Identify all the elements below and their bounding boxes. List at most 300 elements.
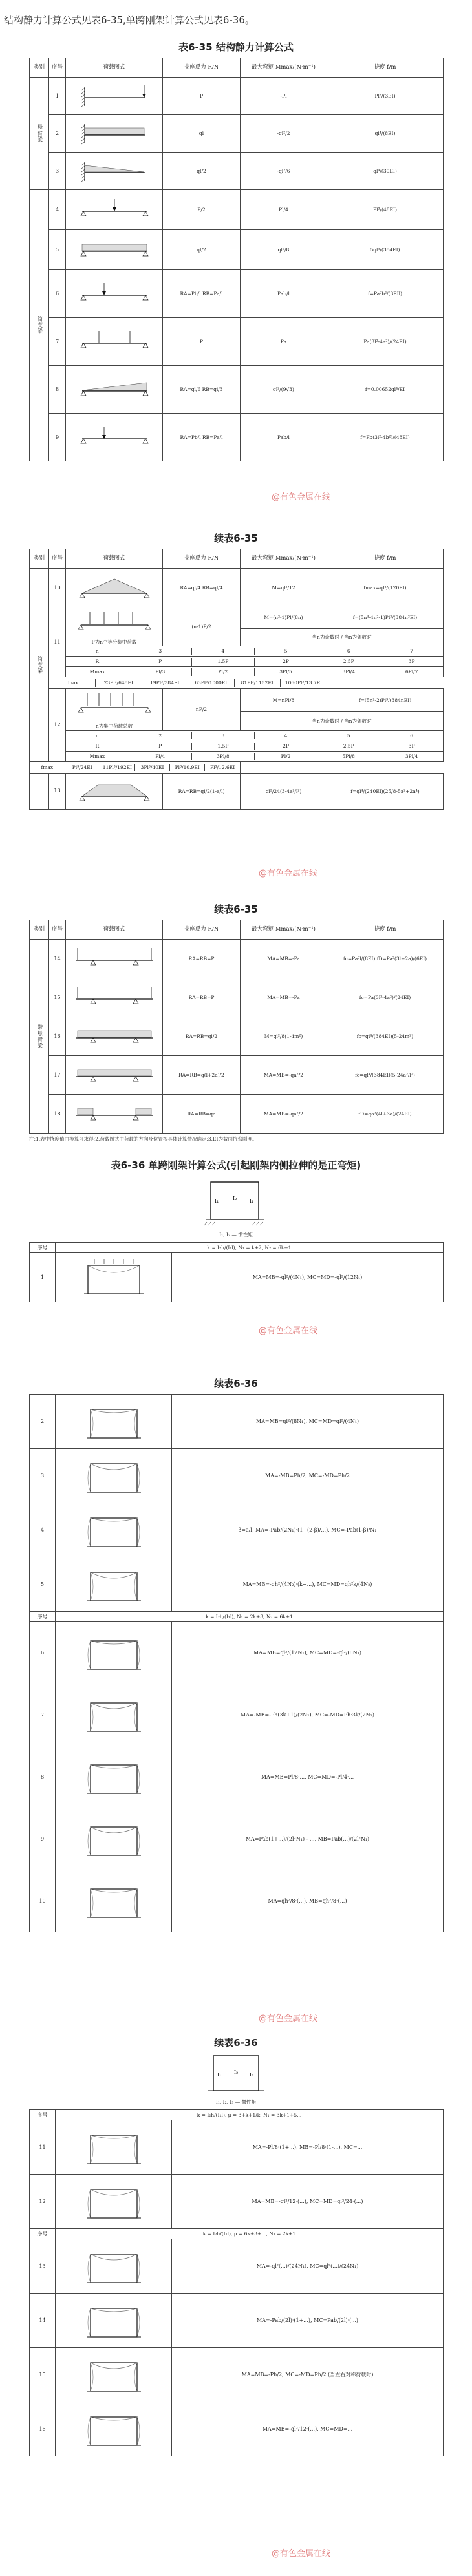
table-row	[30, 569, 444, 607]
overhang-beam-diagram	[72, 1023, 156, 1050]
table-row	[30, 1095, 444, 1134]
formula-cell: MA=qh²/8·(...), MB=qh²/8·(...)	[172, 1870, 444, 1932]
deflection-cell: f=ql⁴/(240EI)(25/8-5a²+2a⁴)	[327, 773, 444, 809]
table-row	[30, 2239, 444, 2294]
grid-label: Mmax	[89, 669, 105, 675]
load-diagram-cell	[66, 773, 163, 809]
beam-diagram	[76, 424, 153, 451]
table-6-35-cont1	[29, 549, 444, 774]
grid-value: 3Pl/4	[317, 668, 380, 675]
table-row	[30, 689, 444, 712]
grid-value: 3	[191, 732, 254, 739]
reaction-cell: RA=RB=qa	[163, 1095, 241, 1134]
grid-value: Pl/2	[254, 753, 317, 760]
frame-diagram-cell	[56, 1808, 172, 1870]
load-diagram-cell	[66, 78, 163, 115]
beam-diagram	[76, 158, 153, 185]
formula-cell: MA=-Pl/8·(1+...), MB=-Pl/8·(1-...), MC=...	[172, 2120, 444, 2175]
deflection-cell: fc=ql⁴/(384EI)(5-24a²/l²)	[327, 1056, 444, 1095]
beam-diagram	[76, 376, 153, 403]
grid-value: P	[129, 743, 191, 750]
header-category: 类别	[30, 58, 49, 78]
reaction-cell: P	[163, 78, 241, 115]
frame-diagram-cell	[56, 1684, 172, 1746]
row-no: 9	[49, 414, 66, 461]
table-row	[30, 1503, 444, 1557]
formula-cell: MA=MB=-ql²/12·(...), MC=MD=ql²/24·(...)	[172, 2175, 444, 2229]
formula-cell: MA=MB=ql²/(12N₁), MC=MD=-ql²/(6N₁)	[172, 1622, 444, 1684]
frame-diagram	[62, 2352, 166, 2398]
frame-diagram	[62, 2179, 166, 2224]
load-diagram-cell	[66, 1017, 163, 1056]
reaction-cell: ql/2	[163, 230, 241, 270]
header-category: 类别	[30, 549, 49, 569]
row-no: 16	[49, 1017, 66, 1056]
category-cell: 简支梁	[30, 569, 49, 762]
table-row	[30, 2120, 444, 2175]
formula-cell: MA=-ql²(...)/(24N₁), MC=ql²(...)/(24N₁)	[172, 2239, 444, 2294]
deflection-cell: f=(5n²-2)Pl³/(384nEI)	[327, 689, 444, 712]
load-diagram-cell	[66, 366, 163, 414]
frame-diagram-cell	[56, 1253, 172, 1302]
moment-cell: MA=MB=-Pa	[241, 940, 327, 978]
frame-diagram	[62, 1693, 166, 1738]
frame-diagram	[62, 2125, 166, 2170]
trapezoid-load-diagram	[76, 778, 153, 804]
grid-value: Pl/2	[191, 668, 254, 675]
header-no: 序号	[30, 2229, 56, 2239]
watermark: @有色金属在线	[259, 1326, 318, 1336]
table-row	[30, 607, 444, 629]
schematic-caption: I₁, I₂, I₃ — 惯性矩	[215, 2099, 257, 2105]
table-row	[30, 940, 444, 978]
row-no: 9	[30, 1808, 56, 1870]
grid-cell	[66, 741, 444, 751]
category-cell: 简支梁	[30, 190, 49, 461]
load-diagram-cell	[66, 689, 163, 730]
frame-diagram-cell	[56, 2175, 172, 2229]
load-diagram-cell	[66, 190, 163, 230]
f-row	[30, 761, 444, 773]
header-max-moment: 最大弯矩 Mmax/(N·m⁻¹)	[241, 58, 327, 78]
grid-value: 1.5P	[191, 658, 254, 665]
grid-value: 6	[317, 648, 380, 655]
deflection-cell: fc=Pa²l/(8EI) fD=Pa²(3l+2a)/(6EI)	[327, 940, 444, 978]
overhang-beam-diagram	[72, 1101, 156, 1128]
grid-value: 5	[254, 648, 317, 655]
moment-cell: Pa	[241, 318, 327, 366]
reaction-cell: P	[163, 318, 241, 366]
frame-schematic	[0, 1172, 472, 1231]
frame-diagram-cell	[56, 1503, 172, 1557]
grid-value: 2P	[254, 743, 317, 750]
row-no: 13	[30, 2239, 56, 2294]
load-diagram-cell	[66, 978, 163, 1017]
moment-cell: M=nPl/8	[241, 689, 327, 712]
k-factor-row: k = I₂h/(I₁l), μ = 6k+3+..., N₁ = 2k+1	[56, 2229, 444, 2239]
reaction-cell: RA=RB=P	[163, 940, 241, 978]
triangle-load-diagram	[76, 574, 153, 602]
header-no: 序号	[30, 2110, 56, 2120]
frame-diagram	[62, 1453, 166, 1499]
frame-diagram-cell	[56, 1449, 172, 1503]
row-no: 17	[49, 1056, 66, 1095]
table-6-36-cont2	[29, 2109, 444, 2456]
case-caption: 当n为奇数时 / 当n为偶数时	[241, 712, 444, 731]
row-no: 2	[30, 1395, 56, 1449]
frame-diagram	[62, 1879, 166, 1924]
reaction-cell: RA=RB=q(l+2a)/2	[163, 1056, 241, 1095]
table-row	[30, 1622, 444, 1684]
table-row	[30, 1395, 444, 1449]
header-reaction: 支座反力 R/N	[163, 549, 241, 569]
load-diagram-cell	[66, 569, 163, 607]
grid-value: 1060Pl³/13.7EI	[281, 679, 327, 686]
moment-cell: -ql²/2	[241, 115, 327, 153]
table-row	[30, 1612, 444, 1622]
header-reaction: 支座反力 R/N	[163, 58, 241, 78]
grid-label: Mmax	[89, 753, 105, 759]
grid-cell	[66, 751, 444, 761]
grid-cell	[66, 667, 444, 677]
schematic-caption: I₁, I₂ — 惯性矩	[219, 1232, 253, 1238]
table-6-35	[29, 58, 444, 461]
moment-cell: M=ql²/8(1-4m²)	[241, 1017, 327, 1056]
grid-cell	[49, 677, 327, 689]
load-note: n为集中荷载总数	[95, 723, 133, 730]
frame-diagram-cell	[56, 1557, 172, 1612]
r-row	[30, 741, 444, 751]
row-no: 15	[30, 2348, 56, 2402]
grid-value: 3Pl/4	[380, 753, 443, 760]
header-deflection: 挠度 f/m	[327, 549, 444, 569]
frame-diagram-cell	[56, 2239, 172, 2294]
deflection-cell: Pl³/(48EI)	[327, 190, 444, 230]
grid-value: 11Pl³/192EI	[100, 764, 134, 771]
row-no: 8	[49, 366, 66, 414]
frame-diagram	[62, 1562, 166, 1607]
load-note: P为n个等分集中荷载	[91, 639, 137, 645]
grid-value: Pl³/24EI	[65, 764, 100, 771]
watermark: @有色金属在线	[259, 869, 318, 878]
header-no: 序号	[49, 920, 66, 940]
deflection-cell: Pl³/(3EI)	[327, 78, 444, 115]
moment-cell: M=ql²/12	[241, 569, 327, 607]
header-deflection: 挠度 f/m	[327, 58, 444, 78]
deflection-cell: fc=ql⁴/(384EI)(5-24m²)	[327, 1017, 444, 1056]
moment-cell: ql²/24(3-4a²/l²)	[241, 773, 327, 809]
load-diagram-cell	[66, 153, 163, 190]
watermark: @有色金属在线	[272, 2549, 331, 2559]
table-6-35-cont2-block	[0, 902, 472, 1143]
case-caption: 当n为奇数时 / 当n为偶数时	[241, 628, 444, 646]
header-max-moment: 最大弯矩 Mmax/(N·m⁻¹)	[241, 920, 327, 940]
grid-label: fmax	[41, 764, 54, 770]
frame-diagram	[62, 2407, 166, 2452]
header-load-diagram: 荷载图式	[66, 920, 163, 940]
header-no: 序号	[30, 1243, 56, 1253]
row-no: 14	[30, 2294, 56, 2348]
table-row	[30, 1243, 444, 1253]
grid-value: 81Pl³/1152EI	[234, 679, 281, 686]
grid-value: 3	[129, 648, 191, 655]
grid-value: Pl³/10.9EI	[170, 764, 205, 771]
header-load-diagram: 荷载图式	[66, 549, 163, 569]
table-row	[30, 270, 444, 318]
svg-text:I₂: I₂	[232, 1196, 237, 1201]
deflection-cell: fc=Pa(3l²-4a²)/(24EI)	[327, 978, 444, 1017]
load-diagram-cell	[66, 414, 163, 461]
table-row	[30, 1870, 444, 1932]
moment-cell: ql²/(9√3)	[241, 366, 327, 414]
frame-diagram	[62, 1755, 166, 1800]
table-6-35-cont1-tail	[29, 773, 444, 810]
deflection-cell: ql⁴/(8EI)	[327, 115, 444, 153]
n-row	[30, 646, 444, 657]
formula-cell: MA=Pab(1+...)/(2l²N₁) - ..., MB=Pab(...)/(2l²N₁)	[172, 1808, 444, 1870]
k-factor-row: k = I₂h/(I₁l), μ = 3+k+1/k, N₁ = 3k+1+5...	[56, 2110, 444, 2120]
f-row	[30, 677, 444, 689]
reaction-cell: RA=ql/6 RB=ql/3	[163, 366, 241, 414]
reaction-cell: RA=RB=ql/2(1-a/l)	[163, 773, 241, 809]
beam-diagram	[76, 120, 153, 147]
reaction-cell: RA=RB=P	[163, 978, 241, 1017]
grid-label: n	[95, 648, 99, 655]
row-no: 12	[30, 2175, 56, 2229]
header-deflection: 挠度 f/m	[327, 920, 444, 940]
row-no: 1	[49, 78, 66, 115]
row-no: 10	[49, 569, 66, 607]
header-no: 序号	[49, 58, 66, 78]
table-title: 续表6-35	[214, 533, 258, 544]
row-no: 10	[30, 1870, 56, 1932]
deflection-cell: f=Pb(3l²-4b²)/(48EI)	[327, 414, 444, 461]
table-row	[30, 773, 444, 809]
header-category: 类别	[30, 920, 49, 940]
svg-text:I₃: I₃	[250, 2072, 254, 2078]
table-row	[30, 978, 444, 1017]
grid-value: 19Pl³/384EI	[142, 679, 188, 686]
frame-diagram	[62, 1817, 166, 1862]
m-row	[30, 667, 444, 677]
formula-cell: MA=MB=-qh²/(4N₂)·(k+...), MC=MD=qh²k/(4N₂)	[172, 1557, 444, 1612]
frame-diagram-cell	[56, 1395, 172, 1449]
moment-cell: MA=MB=-Pa	[241, 978, 327, 1017]
table-row	[30, 2402, 444, 2456]
table-row	[30, 190, 444, 230]
formula-cell: MA=MB=Pl/8·..., MC=MD=-Pl/4·...	[172, 1746, 444, 1808]
moment-cell: ql²/8	[241, 230, 327, 270]
formula-cell: MA=MB=-Ph/2, MC=-MD=Ph/2 (当左右对称荷载时)	[172, 2348, 444, 2402]
formula-cell: MA=MB=ql²/(8N₁), MC=MD=ql²/(4N₁)	[172, 1395, 444, 1449]
grid-label: R	[95, 743, 100, 749]
grid-value: 4	[254, 732, 317, 739]
table-6-35-block	[0, 40, 472, 461]
table-6-36-cont2-block	[0, 2036, 472, 2456]
load-diagram-cell	[66, 318, 163, 366]
frame-diagram-cell	[56, 2348, 172, 2402]
table-6-36	[29, 1242, 444, 1302]
reaction-cell: ql/2	[163, 153, 241, 190]
row-no: 13	[49, 773, 66, 809]
moment-cell: Pl/4	[241, 190, 327, 230]
table-row	[30, 78, 444, 115]
formula-cell: MA=MB=-ql²/(4N₁), MC=MD=-ql²/(12N₁)	[172, 1253, 444, 1302]
formula-cell: MA=-MB=-Ph(3k+1)/(2N₂), MC=-MD=Ph·3k/(2N₂)	[172, 1684, 444, 1746]
row-no: 7	[30, 1684, 56, 1746]
beam-diagram	[76, 280, 153, 308]
overhang-beam-diagram	[72, 945, 156, 973]
frame-schematic	[0, 2049, 472, 2098]
grid-value: 23Pl³/648EI	[96, 679, 142, 686]
formula-cell: MA=MB=-ql²/12·(...), MC=MD=...	[172, 2402, 444, 2456]
table-row	[30, 414, 444, 461]
grid-value: 3Pl³/40EI	[134, 764, 169, 771]
table-row	[30, 2348, 444, 2402]
frame-diagram	[62, 2244, 166, 2289]
grid-value: 6	[380, 732, 443, 739]
row-no: 12	[49, 689, 66, 761]
grid-value: 4	[191, 648, 254, 655]
table-row	[30, 1056, 444, 1095]
watermark: @有色金属在线	[272, 492, 331, 502]
deflection-cell: ql⁴/(30EI)	[327, 153, 444, 190]
moment-cell: -Pl	[241, 78, 327, 115]
table-title: 续表6-36	[214, 1378, 258, 1389]
grid-value: Pl/4	[129, 753, 191, 760]
row-no: 15	[49, 978, 66, 1017]
svg-text:I₁: I₁	[250, 1198, 254, 1204]
grid-value: 3P	[380, 658, 443, 665]
svg-text:I₂: I₂	[233, 2069, 239, 2075]
table-row	[30, 1253, 444, 1302]
grid-cell	[66, 730, 444, 741]
header-reaction: 支座反力 R/N	[163, 920, 241, 940]
grid-value: P	[129, 658, 191, 665]
table-row	[30, 2175, 444, 2229]
grid-value: 2.5P	[317, 743, 380, 750]
grid-label: fmax	[66, 680, 78, 686]
table-row	[30, 115, 444, 153]
header-no: 序号	[30, 1612, 56, 1622]
row-no: 4	[49, 190, 66, 230]
grid-value: 1.5P	[191, 743, 254, 750]
moment-cell: M=(n²-1)Pl/(8n)	[241, 607, 327, 629]
table-row	[30, 153, 444, 190]
table-6-36-block	[0, 1158, 472, 1302]
multi-point-loads-diagram	[76, 690, 153, 723]
load-diagram-cell	[66, 607, 163, 646]
row-no: 6	[49, 270, 66, 318]
table-6-35-cont2	[29, 920, 444, 1134]
svg-text:I₁: I₁	[217, 2072, 222, 2078]
row-no: 14	[49, 940, 66, 978]
deflection-cell: Pa(3l²-4a²)/(24EI)	[327, 318, 444, 366]
reaction-cell: (n-1)P/2	[163, 607, 241, 646]
grid-value: 7	[380, 648, 443, 655]
load-diagram-cell	[66, 1056, 163, 1095]
k-factor-row: k = I₂h/(I₁l), N₁ = k+2, N₂ = 6k+1	[56, 1243, 444, 1253]
grid-label: n	[95, 732, 99, 739]
beam-diagram	[76, 237, 153, 264]
grid-value: 5Pl/8	[317, 753, 380, 760]
table-row	[30, 1449, 444, 1503]
beam-diagram	[76, 328, 153, 355]
row-no: 6	[30, 1622, 56, 1684]
deflection-cell: f=Pa²b²/(3EIl)	[327, 270, 444, 318]
table-row	[30, 1746, 444, 1808]
reaction-cell: RA=Pb/l RB=Pa/l	[163, 414, 241, 461]
header-no: 序号	[49, 549, 66, 569]
grid-value: 3Pl/5	[254, 668, 317, 675]
row-no: 8	[30, 1746, 56, 1808]
r-row	[30, 657, 444, 667]
row-no: 1	[30, 1253, 56, 1302]
table-6-36-cont1-block	[0, 1377, 472, 1932]
category-cell: 悬臂梁	[30, 78, 49, 190]
row-no: 2	[49, 115, 66, 153]
overhang-beam-diagram	[72, 1062, 156, 1089]
row-no: 5	[49, 230, 66, 270]
row-no: 4	[30, 1503, 56, 1557]
frame-diagram	[62, 1508, 166, 1553]
frame-diagram-cell	[56, 2402, 172, 2456]
table-row	[30, 2110, 444, 2120]
table-row	[30, 1808, 444, 1870]
load-diagram-cell	[66, 1095, 163, 1134]
row-no: 11	[30, 2120, 56, 2175]
grid-value: 63Pl³/1000EI	[188, 679, 235, 686]
grid-cell	[30, 761, 241, 773]
formula-cell: β=a/l, MA=-Pab/(2N₁)·(1+(2-β)/...), MC=-Pab(1-β)/N₁	[172, 1503, 444, 1557]
grid-value: 2	[129, 732, 191, 739]
overhang-beam-diagram	[72, 984, 156, 1011]
table-row	[30, 366, 444, 414]
frame-diagram	[62, 1631, 166, 1676]
reaction-cell: nP/2	[163, 689, 241, 730]
reaction-cell: ql	[163, 115, 241, 153]
frame-diagram-cell	[56, 2294, 172, 2348]
table-row	[30, 230, 444, 270]
table-6-36-cont1	[29, 1394, 444, 1932]
table-row	[30, 1017, 444, 1056]
reaction-cell: RA=RB=ql/2	[163, 1017, 241, 1056]
grid-value: 5	[317, 732, 380, 739]
table-title: 表6-35 结构静力计算公式	[178, 41, 294, 53]
load-diagram-cell	[66, 230, 163, 270]
row-no: 11	[49, 607, 66, 677]
deflection-cell: f=(5n⁴-4n²-1)Pl³/(384n³EI)	[327, 607, 444, 629]
uniform-point-loads-diagram	[76, 608, 153, 639]
table-title: 续表6-35	[214, 903, 258, 915]
n-row	[30, 730, 444, 741]
frame-diagram	[62, 1399, 166, 1444]
row-no: 3	[49, 153, 66, 190]
watermark: @有色金属在线	[259, 2014, 318, 2023]
grid-label: R	[95, 659, 100, 665]
table-row	[30, 2294, 444, 2348]
table-row	[30, 2229, 444, 2239]
row-no: 16	[30, 2402, 56, 2456]
grid-value: Pl³/12.6EI	[205, 764, 240, 771]
grid-value: 2P	[254, 658, 317, 665]
intro-text: 结构静力计算公式见表6-35,单跨刚架计算公式见表6-36。	[4, 14, 255, 26]
table-row	[30, 318, 444, 366]
frame-diagram-cell	[56, 1746, 172, 1808]
reaction-cell: P/2	[163, 190, 241, 230]
deflection-cell: fD=qa³(4l+3a)/(24EI)	[327, 1095, 444, 1134]
table-title: 表6-36 单跨刚架计算公式(引起刚架内侧拉伸的是正弯矩)	[111, 1159, 361, 1171]
